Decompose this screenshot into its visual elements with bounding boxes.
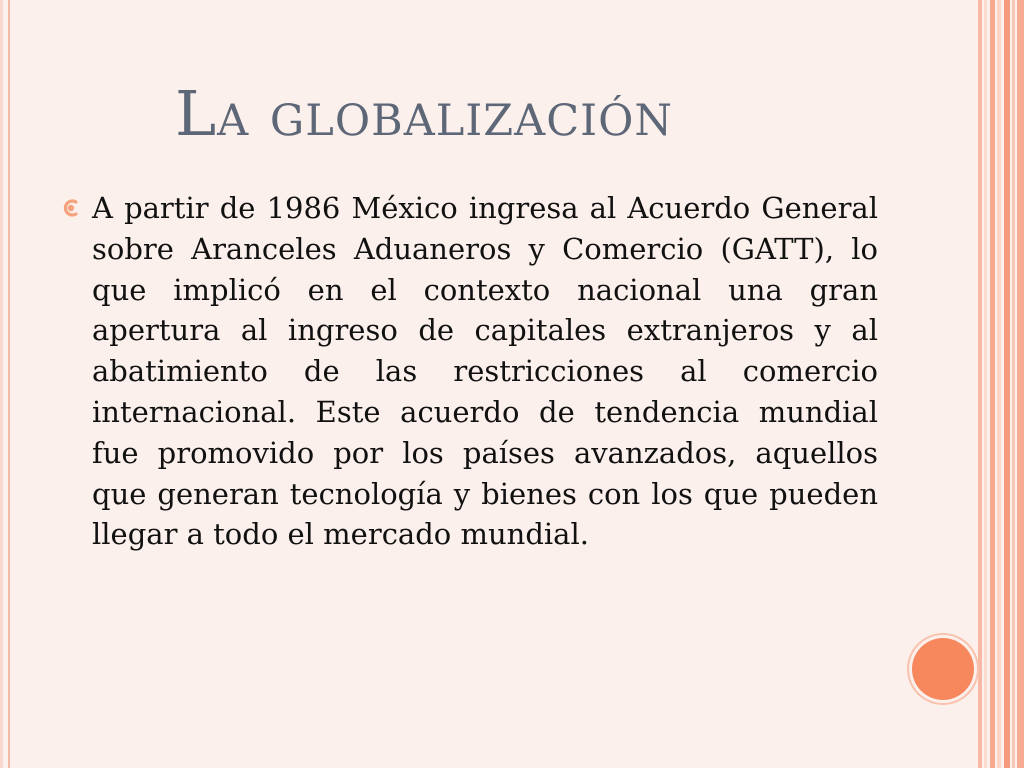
right-stripe [1017,0,1024,768]
left-border-outer [0,0,3,768]
right-stripe [984,0,987,768]
right-stripe [1004,0,1010,768]
circle-decoration [912,638,974,700]
left-border [8,0,10,768]
bullet-text: A partir de 1986 México ingresa al Acuerdo General sobre Aranceles Aduaneros y Comercio (GATT), lo que implicó en el contexto nacional una gran apertura al ingreso de capitales extranjeros y al abatimiento de las restricciones al comercio internacional. Este acuerdo de tendencia mundial fue promovido por los países avanzados, aquellos que generan tecnología y bienes con los que pueden llegar a todo el mercado mundial. [92,191,878,552]
right-stripe [1012,0,1015,768]
slide-title: La globalización [175,77,673,150]
right-stripe [997,0,1001,768]
right-stripe [990,0,995,768]
bullet-icon [61,198,83,218]
right-stripe [978,0,982,768]
